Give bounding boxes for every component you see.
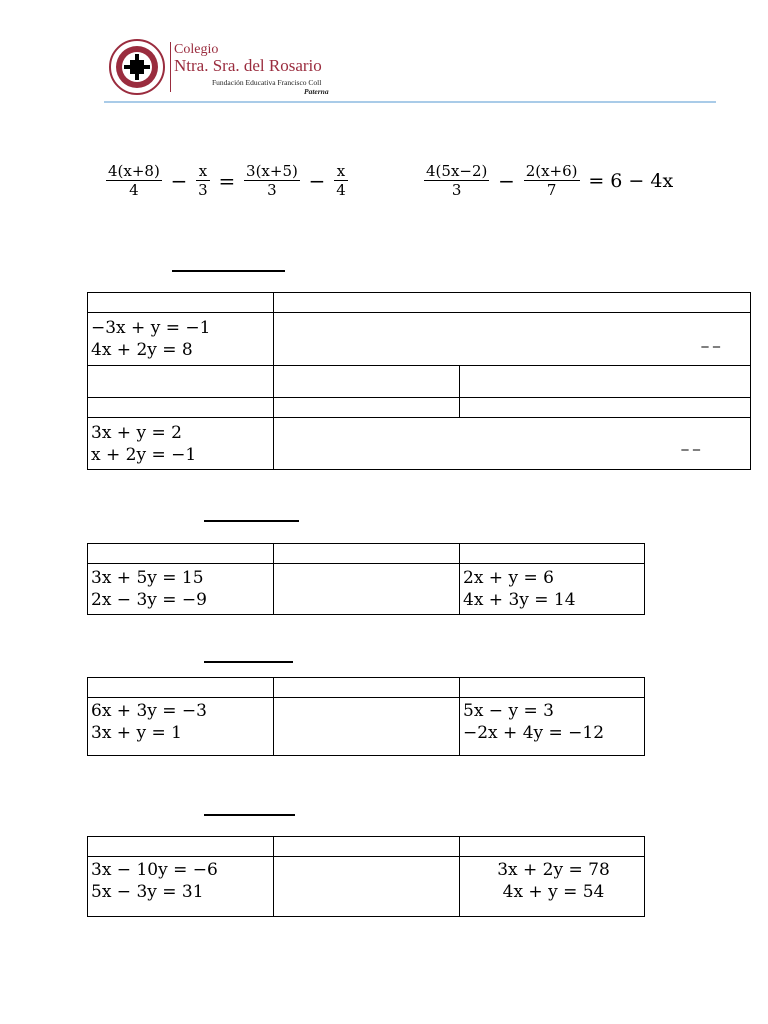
equation-line: 3x + 2y = 78 [497,860,610,880]
school-name-line1: Colegio [174,42,219,57]
table-cell [88,398,274,418]
systems-table-3 [87,677,645,756]
system-cell [88,564,274,615]
table-row [88,698,645,756]
table-cell [274,293,751,313]
system-cell [88,698,274,756]
table-cell [460,366,751,398]
city-name: Paterna [304,87,329,96]
table-cell [274,544,460,564]
table-row [88,678,645,698]
table-cell [88,293,274,313]
eq1-frac4-denominator: 4 [336,181,346,199]
section-4-title-underline [204,814,295,816]
eq1-frac3-numerator: 3(x+5) [246,162,298,180]
table-cell [460,544,645,564]
system-cell [460,857,645,917]
table-row [88,293,751,313]
section-2-title-underline [204,520,299,522]
table-cell [274,366,460,398]
system-cell [88,857,274,917]
equation-line: 4x + 2y = 8 [91,340,193,360]
table-cell [460,398,751,418]
table-row [88,544,645,564]
table-cell [274,698,460,756]
system-cell [460,564,645,615]
table-row [88,857,645,917]
equation-line: −3x + y = −1 [91,318,211,338]
equation-2 [424,162,677,199]
equation-line: 4x + 3y = 14 [463,590,576,610]
system-cell [88,418,274,470]
eq1-frac2-denominator: 3 [198,181,208,199]
eq2-frac1-denominator: 3 [451,181,462,199]
table-row [88,564,645,615]
table-cell [274,857,460,917]
eq1-minus-2: − [308,168,326,193]
blank-marks: _ _ [681,435,700,451]
header-rule [104,101,716,103]
system-cell [88,313,274,366]
table-cell [88,837,274,857]
equation-line: 6x + 3y = −3 [91,701,207,721]
table-cell [274,398,460,418]
table-row [88,398,751,418]
eq2-frac1-numerator: 4(5x−2) [426,162,488,180]
eq1-frac2-numerator: x [196,162,210,181]
equation-line: 3x + y = 1 [91,723,182,743]
table-cell [460,678,645,698]
table-cell [274,564,460,615]
eq1-frac3-denominator: 3 [267,181,277,199]
eq2-frac2-numerator: 2(x+6) [525,162,578,180]
equation-line: 3x + y = 2 [91,422,182,443]
system-cell [460,698,645,756]
table-cell [274,837,460,857]
school-logo [108,38,348,98]
equation-line: 3x − 10y = −6 [91,860,218,880]
eq1-frac1-denominator: 4 [129,181,139,199]
eq1-equals: = [218,168,236,193]
equation-line: 5x − y = 3 [463,701,554,721]
eq1-frac1-numerator: 4(x+8) [108,162,160,180]
blank-marks: _ _ [701,332,720,348]
eq2-minus: − [498,168,515,193]
eq2-frac2-denominator: 7 [546,181,557,199]
equation-line: 2x + y = 6 [463,568,554,588]
table-row [88,366,751,398]
equation-line: 5x − 3y = 31 [91,882,204,902]
table-cell [274,678,460,698]
equation-line: 3x + 5y = 15 [91,568,204,588]
systems-table-1 [87,292,751,470]
school-seal-icon [108,38,166,96]
table-row [88,313,751,366]
table-cell [88,544,274,564]
equation-1 [106,162,348,199]
section-1-title-underline [172,270,285,272]
table-row [88,418,751,470]
table-cell [460,837,645,857]
systems-table-4 [87,836,645,917]
foundation-name: Fundación Educativa Francisco Coll [212,78,322,87]
equation-line: 4x + y = 54 [502,882,605,902]
eq1-frac4-numerator: x [334,162,348,181]
section-3-title-underline [204,661,293,663]
eq1-minus-1: − [170,168,188,193]
table-cell [274,313,751,366]
equation-line: x + 2y = −1 [91,444,197,465]
table-cell [88,366,274,398]
systems-table-2 [87,543,645,615]
eq2-rhs: = 6 − 4x [588,169,674,192]
table-cell [88,678,274,698]
logo-divider [170,42,171,92]
school-name-line2: Ntra. Sra. del Rosario [174,56,322,75]
table-cell [274,418,751,470]
equation-line: 2x − 3y = −9 [91,590,207,610]
equation-line: −2x + 4y = −12 [463,723,605,743]
table-row [88,837,645,857]
